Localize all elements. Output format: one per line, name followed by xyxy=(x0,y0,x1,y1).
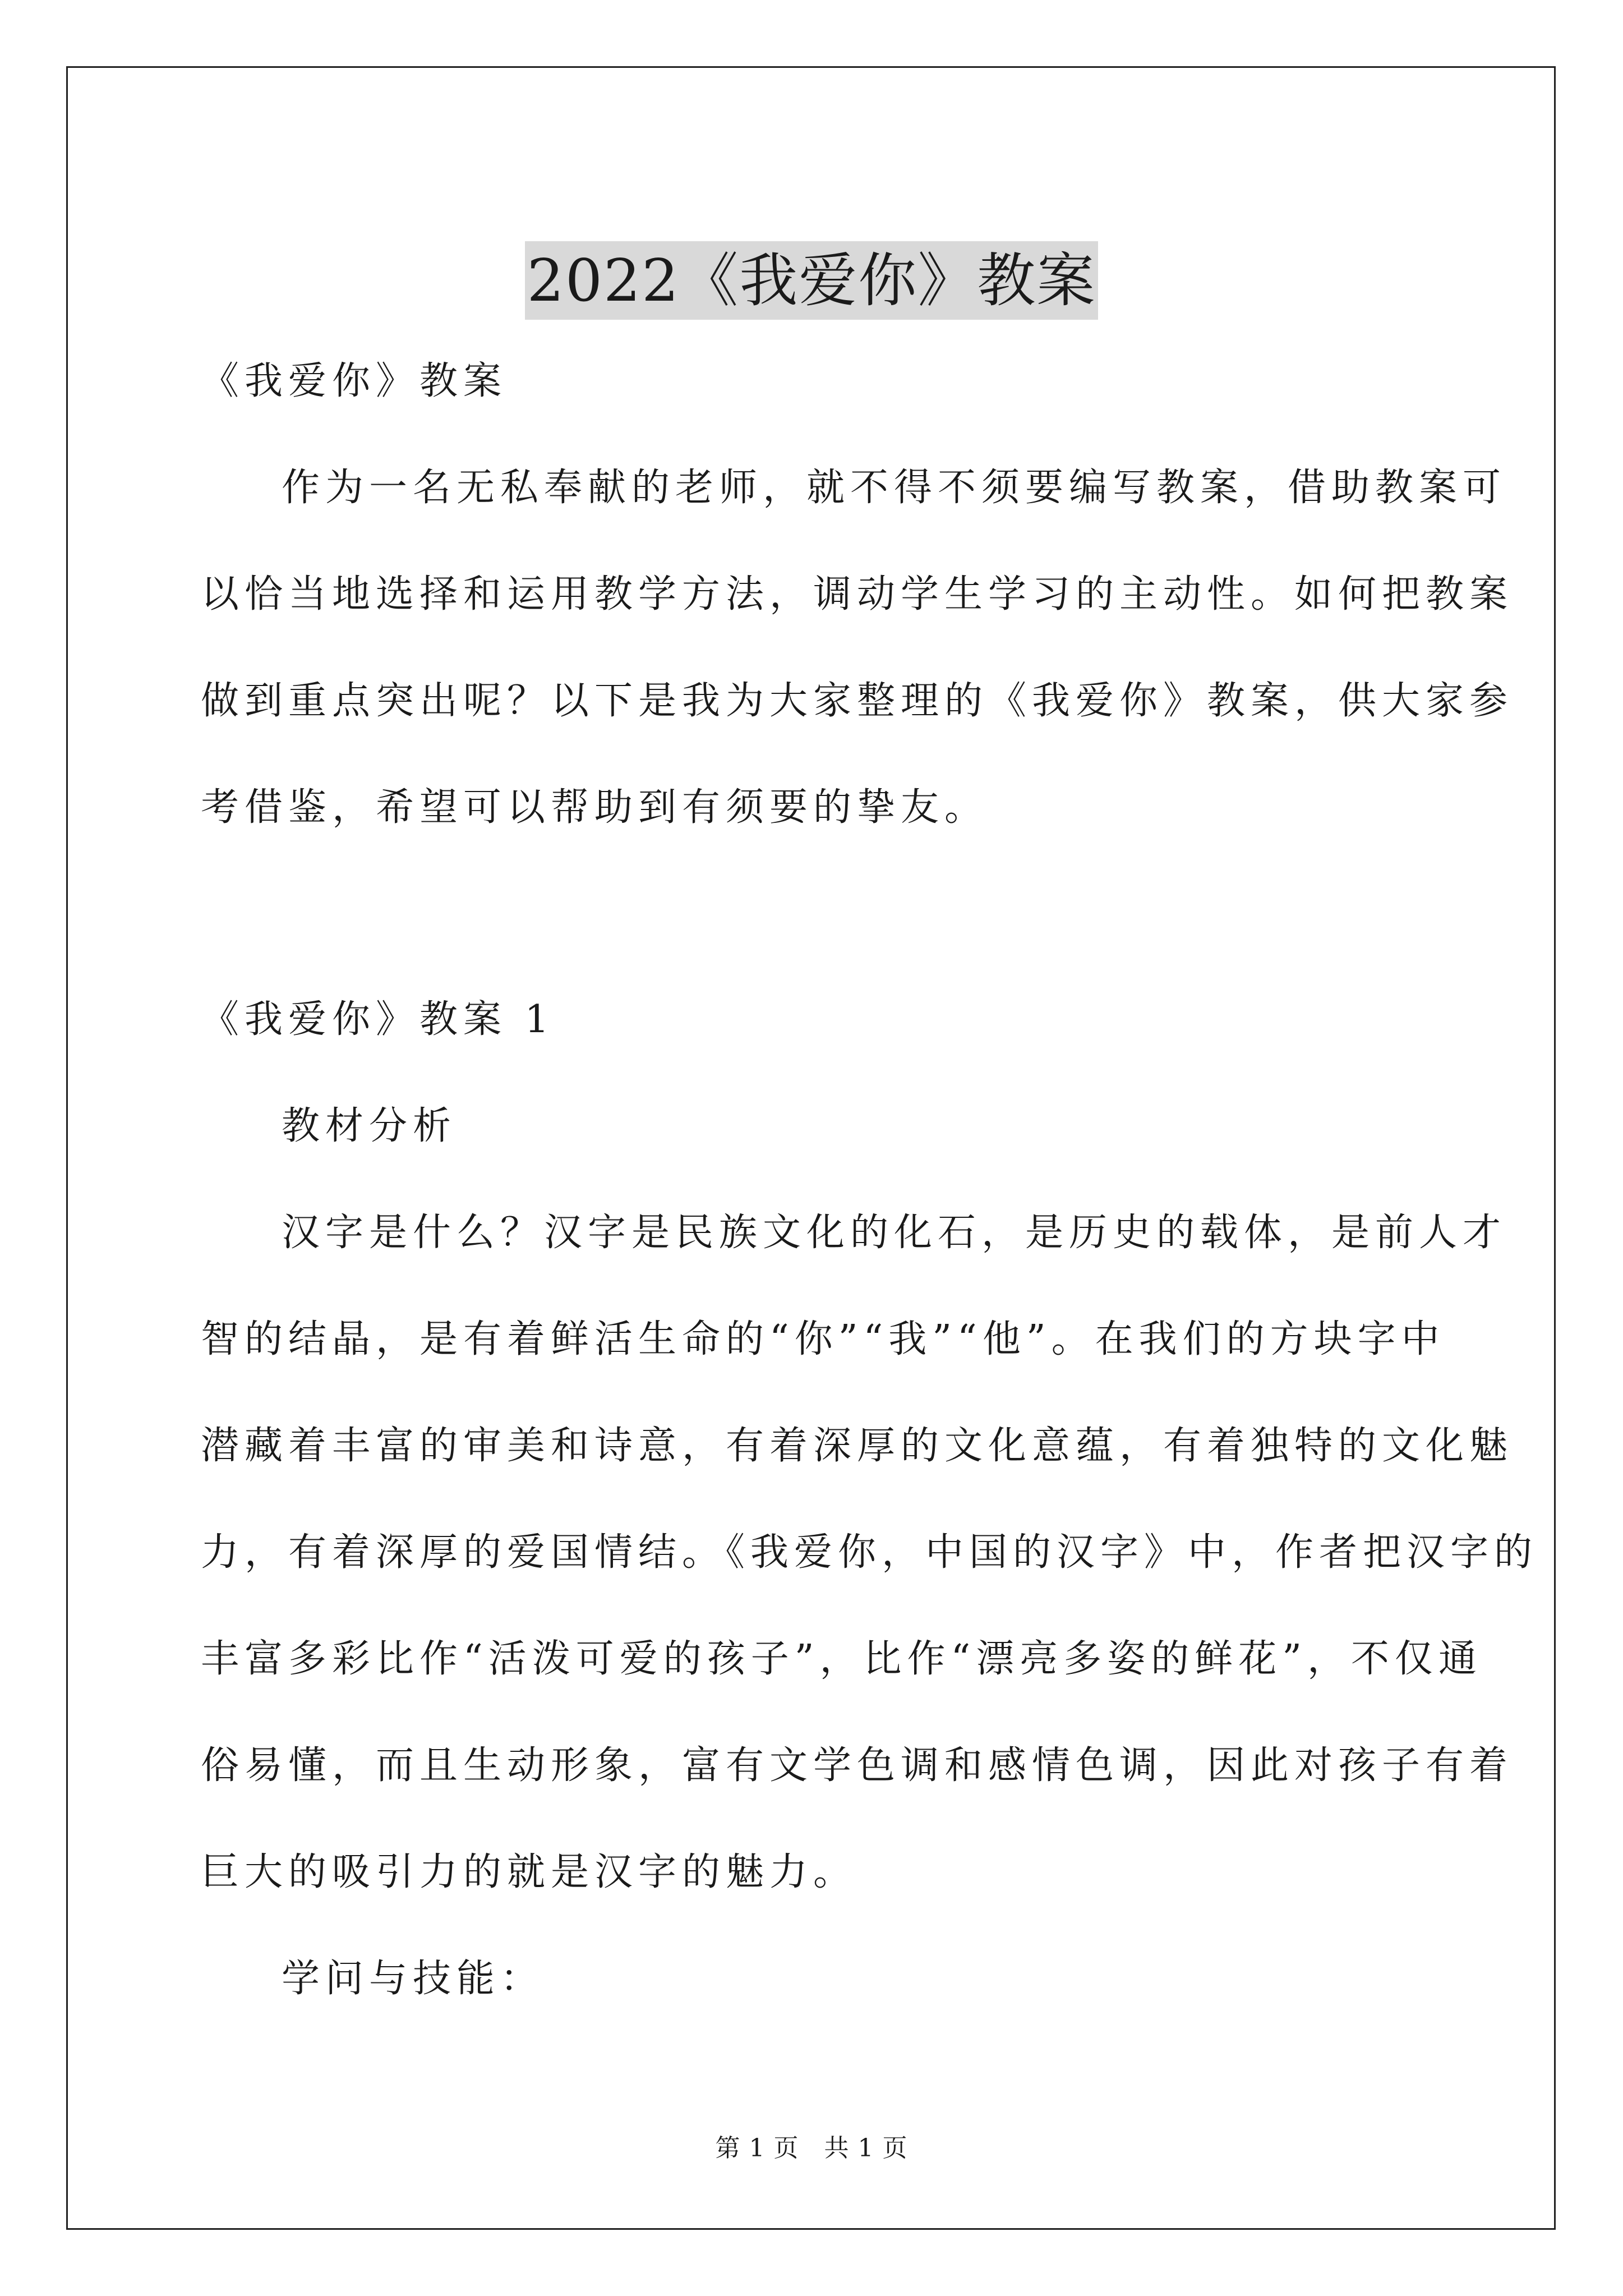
intro-line: 考借鉴，希望可以帮助到有须要的挚友。 xyxy=(201,785,989,830)
intro-line: 做到重点突出呢？以下是我为大家整理的《我爱你》教案，供大家参 xyxy=(201,679,1514,723)
document-title: 2022《我爱你》教案 xyxy=(525,241,1099,320)
analysis-line: 力，有着深厚的爱国情结。《我爱你，中国的汉字》中，作者把汉字的 xyxy=(201,1530,1538,1575)
analysis-line: 巨大的吸引力的就是汉字的魅力。 xyxy=(201,1850,857,1894)
page-number-footer: 第 1 页 共 1 页 xyxy=(715,2134,908,2162)
analysis-line: 智的结晶，是有着鲜活生命的“你”“我”“他”。在我们的方块字中 xyxy=(201,1317,1445,1361)
intro-line: 作为一名无私奉献的老师，就不得不须要编写教案，借助教案可 xyxy=(282,466,1507,510)
intro-line: 以恰当地选择和运用教学方法，调动学生学习的主动性。如何把教案 xyxy=(201,572,1514,616)
heading-lesson-plan: 《我爱你》教案 xyxy=(201,359,508,403)
section-title-knowledge-skills: 学问与技能： xyxy=(282,1957,545,2001)
heading-lesson-plan-1: 《我爱你》教案 1 xyxy=(201,997,555,1042)
analysis-line: 俗易懂，而且生动形象，富有文学色调和感情色调，因此对孩子有着 xyxy=(201,1743,1514,1788)
analysis-line: 汉字是什么？汉字是民族文化的化石，是历史的载体，是前人才 xyxy=(282,1211,1507,1255)
section-title-material-analysis: 教材分析 xyxy=(282,1104,457,1148)
analysis-line: 丰富多彩比作“活泼可爱的孩子”，比作“漂亮多姿的鲜花”，不仅通 xyxy=(201,1637,1483,1681)
analysis-line: 潜藏着丰富的审美和诗意，有着深厚的文化意蕴，有着独特的文化魅 xyxy=(201,1424,1514,1468)
title-container xyxy=(0,202,1623,358)
